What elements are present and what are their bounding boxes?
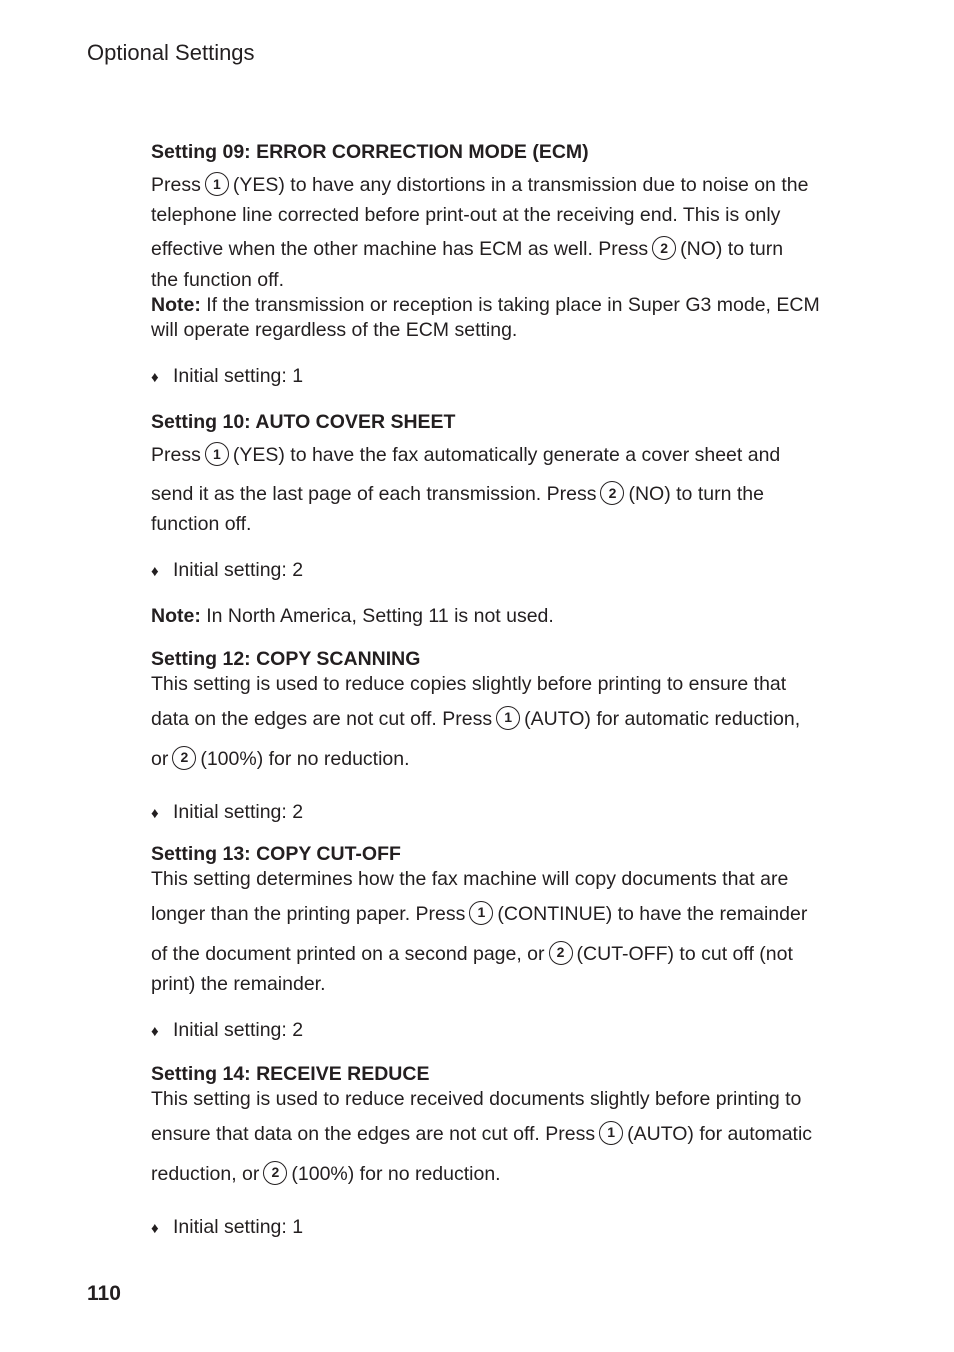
initial-setting bbox=[151, 558, 851, 584]
note-setting-11 bbox=[151, 604, 851, 629]
page-header: Optional Settings bbox=[87, 40, 255, 65]
text: data on the edges are not cut off. Press bbox=[151, 708, 493, 730]
text: Initial setting: 1 bbox=[173, 1216, 304, 1238]
note bbox=[151, 293, 851, 318]
section-heading: Setting 12: COPY SCANNING bbox=[151, 648, 421, 670]
key-2-icon: 2 bbox=[652, 236, 676, 260]
key-2-icon: 2 bbox=[263, 1161, 287, 1185]
text: (NO) to turn the bbox=[628, 483, 764, 505]
body-line: This setting is used to reduce copies slightly before printing to ensure that bbox=[151, 673, 787, 695]
body-line bbox=[151, 1157, 851, 1192]
key-1-icon: 1 bbox=[599, 1121, 623, 1145]
text: Press bbox=[151, 444, 201, 466]
key-1-icon: 1 bbox=[469, 901, 493, 925]
text: or bbox=[151, 748, 169, 770]
body-line: function off. bbox=[151, 513, 252, 535]
key-2-icon: 2 bbox=[600, 481, 624, 505]
text: effective when the other machine has ECM as well. Press bbox=[151, 238, 649, 260]
key-1-icon: 1 bbox=[205, 172, 229, 196]
text: ensure that data on the edges are not cut off. Press bbox=[151, 1123, 596, 1145]
body-line bbox=[151, 440, 851, 470]
diamond-bullet-icon: ♦ bbox=[151, 369, 159, 386]
text: longer than the printing paper. Press bbox=[151, 903, 466, 925]
text: of the document printed on a second page, or bbox=[151, 943, 545, 965]
text: (CUT-OFF) to cut off (not bbox=[576, 943, 793, 965]
text: Initial setting: 1 bbox=[173, 365, 304, 387]
diamond-bullet-icon: ♦ bbox=[151, 1023, 159, 1040]
initial-setting bbox=[151, 800, 851, 826]
section-heading: Setting 13: COPY CUT-OFF bbox=[151, 843, 401, 865]
text: (100%) for no reduction. bbox=[291, 1163, 501, 1185]
key-2-icon: 2 bbox=[172, 746, 196, 770]
note-label: Note: bbox=[151, 294, 201, 316]
text: (YES) to have the fax automatically generate a cover sheet and bbox=[232, 444, 781, 466]
section-setting-09 bbox=[151, 140, 851, 390]
text: Initial setting: 2 bbox=[173, 559, 304, 581]
text: Initial setting: 2 bbox=[173, 1019, 304, 1041]
text: send it as the last page of each transmission. Press bbox=[151, 483, 597, 505]
page-number: 110 bbox=[87, 1282, 121, 1305]
body-line bbox=[151, 892, 851, 937]
body-line: telephone line corrected before print-out at the receiving end. This is only bbox=[151, 204, 781, 226]
body-line bbox=[151, 170, 851, 200]
body-line bbox=[151, 697, 851, 742]
body-line: This setting determines how the fax machine will copy documents that are bbox=[151, 868, 789, 890]
diamond-bullet-icon: ♦ bbox=[151, 1220, 159, 1237]
body-line bbox=[151, 470, 851, 518]
section-setting-13 bbox=[151, 842, 851, 1044]
body-line bbox=[151, 1112, 851, 1157]
section-heading: Setting 09: ERROR CORRECTION MODE (ECM) bbox=[151, 141, 589, 163]
initial-setting bbox=[151, 1018, 851, 1044]
diamond-bullet-icon: ♦ bbox=[151, 563, 159, 580]
body-line bbox=[151, 230, 851, 268]
text: If the transmission or reception is taking place in Super G3 mode, ECM bbox=[206, 294, 820, 316]
key-1-icon: 1 bbox=[205, 442, 229, 466]
body-line: This setting is used to reduce received documents slightly before printing to bbox=[151, 1088, 802, 1110]
key-1-icon: 1 bbox=[496, 706, 520, 730]
text: reduction, or bbox=[151, 1163, 260, 1185]
body-line: print) the remainder. bbox=[151, 973, 326, 995]
section-setting-12 bbox=[151, 647, 851, 826]
text: In North America, Setting 11 is not used. bbox=[206, 605, 554, 627]
body-line bbox=[151, 937, 851, 972]
diamond-bullet-icon: ♦ bbox=[151, 805, 159, 822]
section-setting-10 bbox=[151, 410, 851, 584]
text: Press bbox=[151, 174, 201, 196]
initial-setting bbox=[151, 364, 851, 390]
text: (NO) to turn bbox=[680, 238, 784, 260]
note-label: Note: bbox=[151, 605, 201, 627]
text: Initial setting: 2 bbox=[173, 801, 304, 823]
text: (AUTO) for automatic bbox=[627, 1123, 813, 1145]
text: (AUTO) for automatic reduction, bbox=[524, 708, 801, 730]
section-heading: Setting 14: RECEIVE REDUCE bbox=[151, 1063, 430, 1085]
section-heading: Setting 10: AUTO COVER SHEET bbox=[151, 411, 456, 433]
key-2-icon: 2 bbox=[549, 941, 573, 965]
initial-setting bbox=[151, 1215, 851, 1241]
section-setting-14 bbox=[151, 1062, 851, 1241]
body-line: the function off. bbox=[151, 269, 284, 291]
text: (YES) to have any distortions in a transmission due to noise on the bbox=[232, 174, 809, 196]
body-line: will operate regardless of the ECM setting. bbox=[151, 319, 518, 341]
text: (CONTINUE) to have the remainder bbox=[497, 903, 808, 925]
text: (100%) for no reduction. bbox=[200, 748, 410, 770]
body-line bbox=[151, 742, 851, 777]
